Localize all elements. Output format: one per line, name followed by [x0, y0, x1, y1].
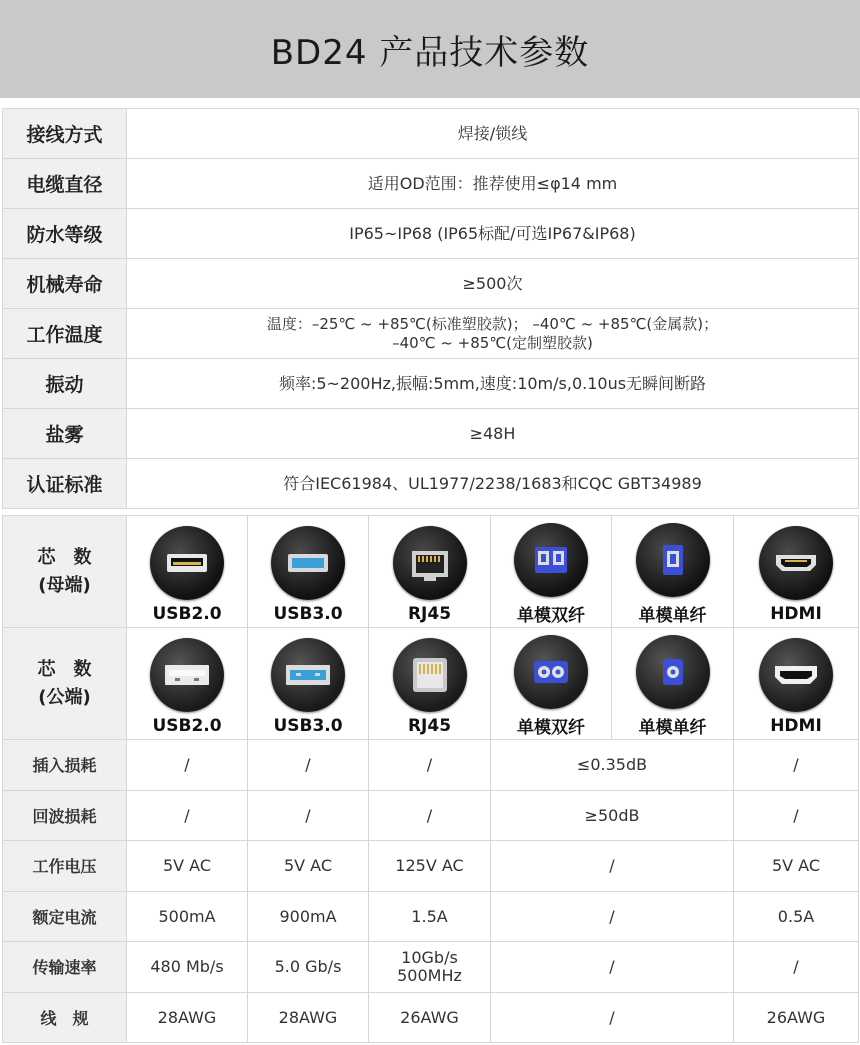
spec-row [3, 459, 859, 509]
spec-row [3, 259, 859, 309]
spec-row [3, 209, 859, 259]
cell: 5V AC [734, 841, 859, 892]
port-cell [248, 628, 369, 740]
row-label: 工作电压 [3, 841, 127, 892]
spec-label: 盐雾 [3, 409, 127, 459]
spec-value: ≥48H [127, 409, 859, 459]
rj45-port-icon [393, 526, 467, 600]
speed-line-1: 10Gb/s [401, 947, 458, 967]
cell: / [248, 790, 369, 841]
port-name: 单模双纤 [517, 606, 585, 626]
spec-value: ≥500次 [127, 259, 859, 309]
port-name: HDMI [770, 715, 822, 736]
spec-value: 焊接/锁线 [127, 109, 859, 159]
row-label: 传输速率 [3, 942, 127, 993]
rj45-plug-icon [393, 638, 467, 712]
dual-fiber-port-icon [514, 523, 588, 597]
port-name: USB3.0 [273, 603, 343, 624]
cell: / [734, 740, 859, 791]
speed-row [3, 942, 859, 993]
spec-label: 认证标准 [3, 459, 127, 509]
male-label [3, 628, 127, 740]
port-table [2, 515, 859, 1043]
current-row [3, 891, 859, 942]
port-name: 单模单纤 [638, 606, 707, 626]
cell: ≥50dB [491, 790, 734, 841]
hdmi-plug-icon [759, 638, 833, 712]
cell: / [491, 891, 734, 942]
female-label-line-1: 芯 数 [37, 546, 92, 568]
cell: 900mA [248, 891, 369, 942]
port-cell [369, 516, 491, 628]
usb3-port-icon [271, 526, 345, 600]
cell: 28AWG [248, 992, 369, 1043]
spec-value: 适用OD范围：推荐使用≤φ14 mm [127, 159, 859, 209]
voltage-row [3, 841, 859, 892]
row-label: 插入损耗 [3, 740, 127, 791]
port-name: RJ45 [407, 715, 452, 736]
male-label-line-1: 芯 数 [37, 658, 92, 680]
port-cell [734, 516, 859, 628]
usb2-plug-icon [150, 638, 224, 712]
male-label-line-2: (公端) [38, 686, 91, 708]
hdmi-port-icon [759, 526, 833, 600]
female-port-row [3, 516, 859, 628]
cell: 26AWG [369, 992, 491, 1043]
spec-label: 防水等级 [3, 209, 127, 259]
row-label: 线 规 [3, 992, 127, 1043]
port-name: USB2.0 [152, 715, 222, 736]
spec-value [127, 309, 859, 359]
cell: / [734, 790, 859, 841]
cell: / [734, 942, 859, 993]
temp-line-1: 温度：–25℃ ~ +85℃(标准塑胶款)； –40℃ ~ +85℃(金属款)； [266, 314, 719, 333]
cell: 1.5A [369, 891, 491, 942]
spec-table [2, 108, 859, 509]
spec-value: 符合IEC61984、UL1977/2238/1683和CQC GBT34989 [127, 459, 859, 509]
spec-value: 频率:5~200Hz,振幅:5mm,速度:10m/s,0.10us无瞬间断路 [127, 359, 859, 409]
cell: ≤0.35dB [491, 740, 734, 791]
cell: 26AWG [734, 992, 859, 1043]
spec-label: 电缆直径 [3, 159, 127, 209]
port-name: 单模单纤 [638, 718, 707, 738]
port-name: USB3.0 [273, 715, 343, 736]
spec-row [3, 309, 859, 359]
spec-row [3, 409, 859, 459]
cell [369, 942, 491, 993]
cell: 5V AC [248, 841, 369, 892]
cell: / [369, 790, 491, 841]
usb3-plug-icon [271, 638, 345, 712]
single-fiber-plug-icon [636, 635, 710, 709]
page-title: BD24 产品技术参数 [270, 32, 590, 73]
spec-label: 振动 [3, 359, 127, 409]
port-cell [127, 516, 248, 628]
cell: / [248, 740, 369, 791]
female-label [3, 516, 127, 628]
port-cell [127, 628, 248, 740]
spec-value: IP65~IP68 (IP65标配/可选IP67&IP68) [127, 209, 859, 259]
title-banner [0, 0, 860, 98]
temp-line-2: –40℃ ~ +85℃(定制塑胶款) [392, 333, 593, 352]
cell: / [491, 841, 734, 892]
cell: / [369, 740, 491, 791]
spec-row [3, 109, 859, 159]
port-cell [248, 516, 369, 628]
cell: / [491, 942, 734, 993]
row-label: 额定电流 [3, 891, 127, 942]
female-label-line-2: (母端) [38, 574, 91, 596]
port-name: RJ45 [407, 603, 452, 624]
cell: / [127, 740, 248, 791]
wire-gauge-row [3, 992, 859, 1043]
cell: / [491, 992, 734, 1043]
port-cell [734, 628, 859, 740]
cell: / [127, 790, 248, 841]
cell: 5V AC [127, 841, 248, 892]
spec-row [3, 159, 859, 209]
male-port-row [3, 628, 859, 740]
port-cell [369, 628, 491, 740]
cell: 125V AC [369, 841, 491, 892]
return-loss-row [3, 790, 859, 841]
port-name: USB2.0 [152, 603, 222, 624]
port-cell [612, 516, 734, 628]
spec-label: 机械寿命 [3, 259, 127, 309]
port-cell [612, 628, 734, 740]
port-name: 单模双纤 [517, 718, 585, 738]
cell: 5.0 Gb/s [248, 942, 369, 993]
spec-label: 工作温度 [3, 309, 127, 359]
cell: 28AWG [127, 992, 248, 1043]
usb2-port-icon [150, 526, 224, 600]
insertion-loss-row [3, 740, 859, 791]
port-cell [491, 628, 612, 740]
cell: 0.5A [734, 891, 859, 942]
single-fiber-port-icon [636, 523, 710, 597]
speed-line-2: 500MHz [397, 965, 462, 985]
row-label: 回波损耗 [3, 790, 127, 841]
cell: 500mA [127, 891, 248, 942]
port-cell [491, 516, 612, 628]
port-name: HDMI [770, 603, 822, 624]
cell: 480 Mb/s [127, 942, 248, 993]
dual-fiber-plug-icon [514, 635, 588, 709]
spec-label: 接线方式 [3, 109, 127, 159]
spec-row [3, 359, 859, 409]
